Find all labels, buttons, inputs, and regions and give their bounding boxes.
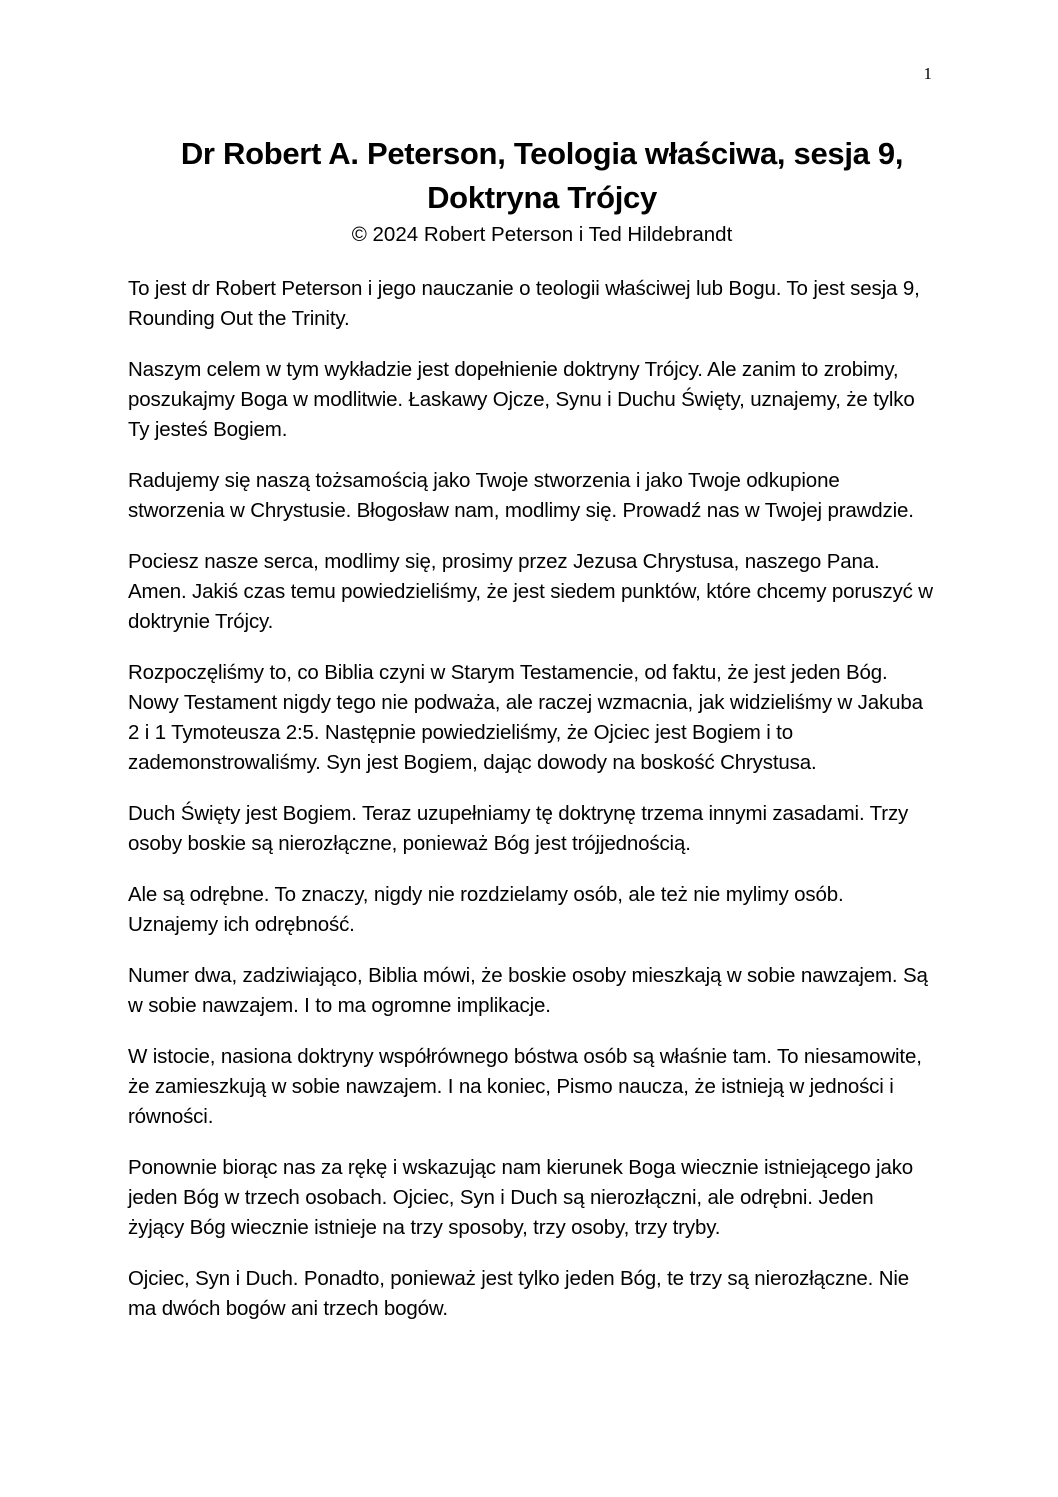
title-line-1: Dr Robert A. Peterson, Teologia właściwa, sesja 9, [180,136,904,171]
paragraph: Radujemy się naszą tożsamością jako Twoje stworzenia i jako Twoje odkupione stworzenia w Chrystusie. Błogosław nam, modlimy się. Prowadź nas w Twojej prawdzie. [128,469,914,522]
paragraph: Ponownie biorąc nas za rękę i wskazując nam kierunek Boga wiecznie istniejącego jako jeden Bóg w trzech osobach. Ojciec, Syn i Duch są nierozłączni, ale odrębni. Jeden żyjący Bóg wiecznie istnieje na trzy sposoby, trzy osoby, trzy tryby. [128,1156,914,1239]
document-body [128,274,934,1345]
paragraph: Ale są odrębne. To znaczy, nigdy nie rozdzielamy osób, ale też nie mylimy osób. Uznajemy ich odrębność. [128,883,844,936]
paragraph: Numer dwa, zadziwiająco, Biblia mówi, że boskie osoby mieszkają w sobie nawzajem. Są w sobie nawzajem. I to ma ogromne implikacje. [128,964,928,1017]
document-title [96,132,988,220]
paragraph: Ojciec, Syn i Duch. Ponadto, ponieważ jest tylko jeden Bóg, te trzy są nierozłączne. Nie ma dwóch bogów ani trzech bogów. [128,1267,910,1320]
document-header [96,132,988,248]
paragraph: To jest dr Robert Peterson i jego nauczanie o teologii właściwej lub Bogu. To jest sesja 9, Rounding Out the Trinity. [128,277,920,330]
paragraph: Rozpoczęliśmy to, co Biblia czyni w Starym Testamencie, od faktu, że jest jeden Bóg. Nowy Testament nigdy tego nie podważa, ale raczej wzmacnia, jak widzieliśmy w Jakuba 2 i 1 Tymoteusza 2:5. Następnie powiedzieliśmy, że Ojciec jest Bogiem i to zademonstrowaliśmy. Syn jest Bogiem, dając dowody na boskość Chrystusa. [128,661,923,774]
title-line-2: Doktryna Trójcy [427,180,657,215]
paragraph: Pociesz nasze serca, modlimy się, prosimy przez Jezusa Chrystusa, naszego Pana. Amen. Jakiś czas temu powiedzieliśmy, że jest siedem punktów, które chcemy poruszyć w doktrynie Trójcy. [128,550,933,633]
paragraph: Duch Święty jest Bogiem. Teraz uzupełniamy tę doktrynę trzema innymi zasadami. Trzy osoby boskie są nierozłączne, ponieważ Bóg jest trójjednością. [128,802,909,855]
paragraph: W istocie, nasiona doktryny współrównego bóstwa osób są właśnie tam. To niesamowite, że zamieszkują w sobie nawzajem. I na koniec, Pismo naucza, że istnieją w jedności i równości. [128,1045,922,1128]
page-number: 1 [923,64,932,83]
copyright-line: © 2024 Robert Peterson i Ted Hildebrandt [351,223,733,246]
paragraph: Naszym celem w tym wykładzie jest dopełnienie doktryny Trójcy. Ale zanim to zrobimy, poszukajmy Boga w modlitwie. Łaskawy Ojcze, Synu i Duchu Święty, uznajemy, że tylko Ty jesteś Bogiem. [128,358,915,441]
